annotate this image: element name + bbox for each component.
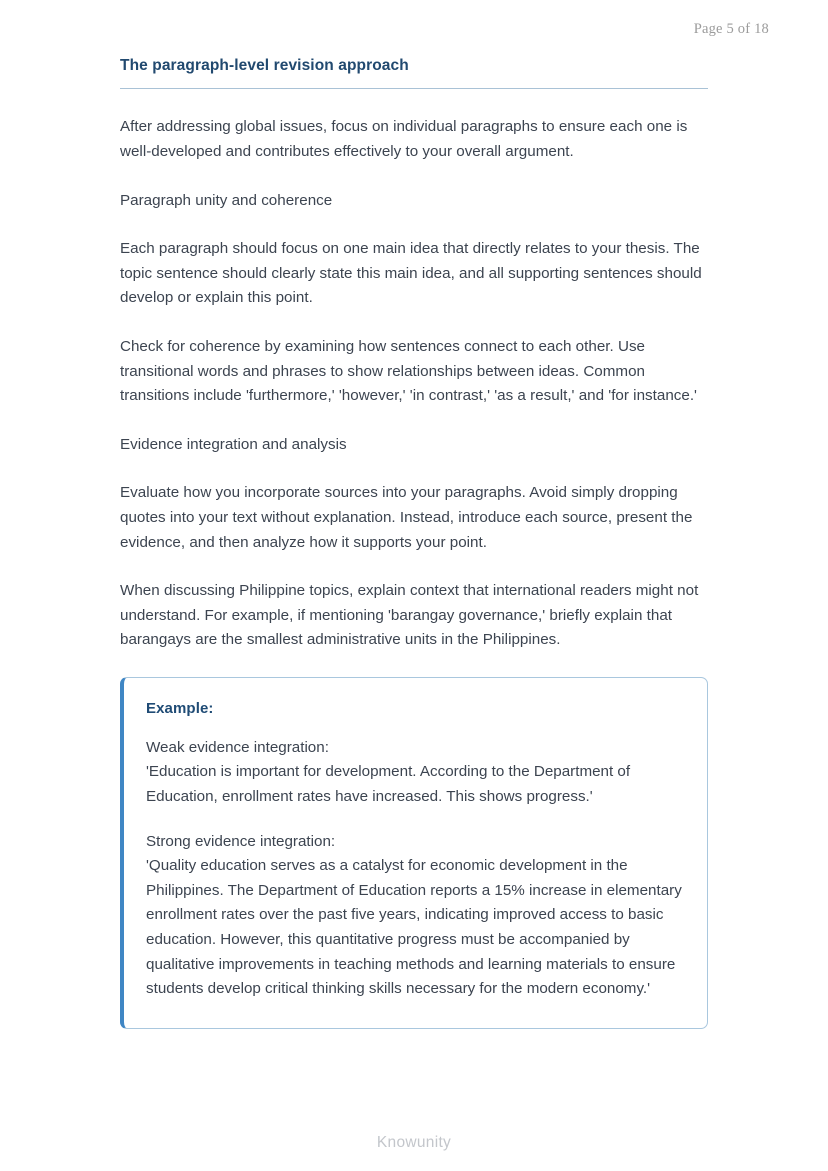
example-callout-box xyxy=(120,677,708,1029)
weak-example-quote: 'Education is important for development. According to the Department of Education, enrollment rates have increased. This shows progress.' xyxy=(146,763,631,806)
strong-example-label: Strong evidence integration: xyxy=(146,832,336,850)
callout-title: Example: xyxy=(146,699,214,717)
page-title: The paragraph-level revision approach xyxy=(120,57,409,74)
paragraph-unity-body-2: Check for coherence by examining how sentences connect to each other. Use transitional words and phrases to show relationships between ideas. Common transitions include 'furthermore,' 'however,' 'in contrast,' 'as a result,' and 'for instance.' xyxy=(120,337,697,405)
paragraph-evidence-body-2: When discussing Philippine topics, explain context that international readers might not understand. For example, if mentioning 'barangay governance,' briefly explain that barangays are the smallest administrative units in the Philippines. xyxy=(120,582,699,649)
strong-example-quote: 'Quality education serves as a catalyst for economic development in the Philippines. The Department of Education reports a 15% increase in elementary enrollment rates over the past five years, indicating improved access to basic education. However, this quantitative progress must be accompanied by qualitative improvements in teaching methods and learning materials to ensure students develop critical thinking skills necessary for the modern economy.' xyxy=(146,857,682,998)
weak-example-label: Weak evidence integration: xyxy=(146,738,329,756)
subheading-evidence-integration: Evidence integration and analysis xyxy=(120,435,347,453)
document-content xyxy=(120,56,708,1029)
weak-example-block xyxy=(146,736,683,810)
footer-watermark: Knowunity xyxy=(376,1134,452,1151)
paragraph-intro: After addressing global issues, focus on individual paragraphs to ensure each one is well-developed and contributes effectively to your overall argument. xyxy=(120,118,688,160)
strong-example-block xyxy=(146,830,683,1002)
subheading-paragraph-unity: Paragraph unity and coherence xyxy=(120,191,333,209)
page-number-indicator: Page 5 of 18 xyxy=(693,21,769,37)
paragraph-unity-body-1: Each paragraph should focus on one main idea that directly relates to your thesis. The topic sentence should clearly state this main idea, and all supporting sentences should develop or explain this point. xyxy=(120,240,702,307)
title-divider xyxy=(120,88,708,89)
paragraph-evidence-body-1: Evaluate how you incorporate sources into your paragraphs. Avoid simply dropping quotes into your text without explanation. Instead, introduce each source, present the evidence, and then analyze how it supports your point. xyxy=(120,484,693,551)
